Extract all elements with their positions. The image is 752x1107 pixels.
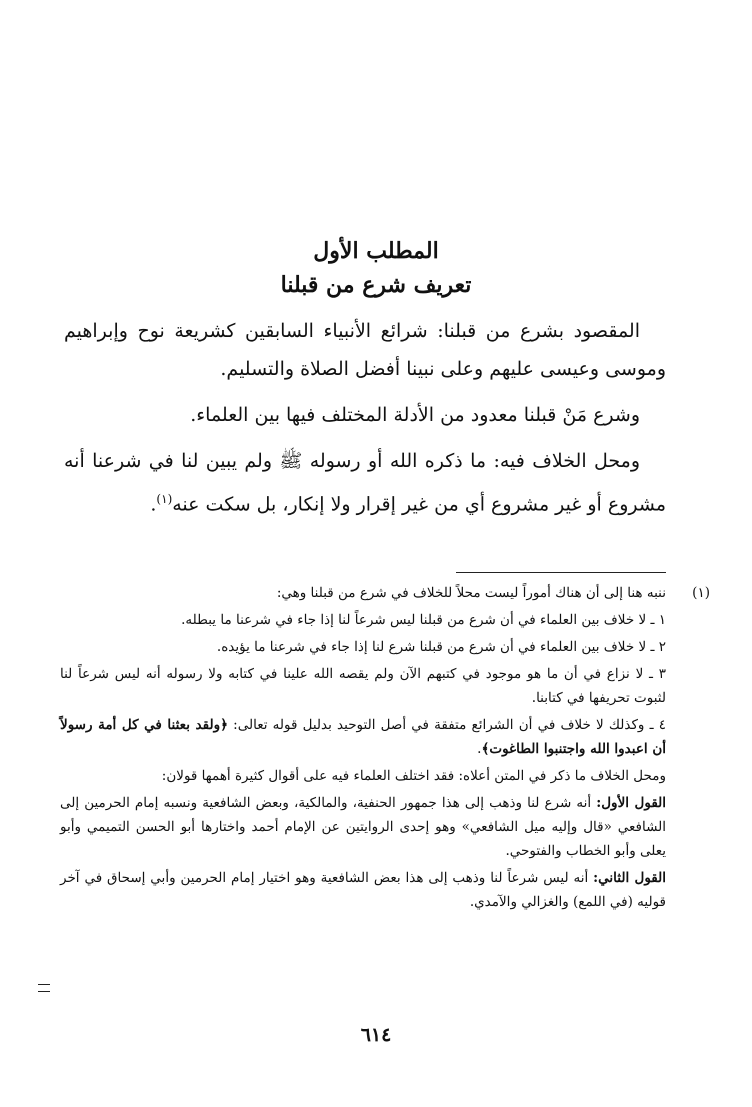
- footnote-opinion-1: [60, 791, 666, 863]
- footnote-item-3: ٣ ـ لا نزاع في أن ما هو موجود في كتبهم الآن ولم يقصه الله علينا في كتابه ولا رسوله أنه ليس شرعاً لنا لثبوت تحريفها في كتابنا.: [60, 666, 666, 706]
- page-number: ٦١٤: [360, 1024, 392, 1046]
- opinion-1-text: أنه شرع لنا وذهب إلى هذا جمهور الحنفية، والمالكية، وبعض الشافعية ونسبه إمام الحرمين إلى الشافعي «قال وإليه ميل الشافعي» وهو إحدى الروايتين عن الإمام أحمد واختارها أبو الحسن التميمي وأبو يعلى وأبو الخطاب والفتوحي.: [60, 795, 666, 859]
- section-title: تعريف شرع من قبلنا: [280, 272, 472, 298]
- footnote-intro-text: ننبه هنا إلى أن هناك أموراً ليست محلاً للخلاف في شرع من قبلنا وهي:: [276, 585, 666, 601]
- opinion-2-text: أنه ليس شرعاً لنا وذهب إلى هذا بعض الشافعية وهو اختيار إمام الحرمين وأبي إسحاق في آخر قوليه (في اللمع) والغزالي والآمدي.: [60, 870, 666, 910]
- footnote-item-4: [60, 713, 666, 761]
- footnote-opinion-2: [60, 866, 666, 914]
- footnote-item-4-end: .: [477, 741, 482, 757]
- main-text: [64, 312, 666, 523]
- footnote-item-2: ٢ ـ لا خلاف بين العلماء في أن شرع من قبلنا شرع لنا إذا جاء في شرعنا ما يؤيده.: [216, 639, 666, 655]
- continuation-mark: [38, 984, 50, 992]
- footnote-reference[interactable]: (١): [156, 492, 173, 506]
- paragraph-dispute: [64, 442, 666, 523]
- paragraph-status: وشرع مَنْ قبلنا معدود من الأدلة المختلف فيها بين العلماء.: [190, 404, 640, 426]
- footnote-dispute: ومحل الخلاف ما ذكر في المتن أعلاه: فقد اختلف العلماء فيه على أقوال كثيرة أهمها قولان:: [161, 768, 666, 784]
- footnote-divider: [456, 572, 666, 573]
- paragraph-dispute-end: .: [150, 493, 157, 516]
- paragraph-definition: المقصود بشرع من قبلنا: شرائع الأنبياء السابقين كشريعة نوح وإبراهيم وموسى وعيسى عليهم وعلى نبينا أفضل الصلاة والتسليم.: [64, 320, 666, 380]
- opinion-1-label: القول الأول:: [596, 795, 667, 811]
- footnote-number: (١): [692, 585, 710, 601]
- section-heading: المطلب الأول: [313, 238, 439, 264]
- quran-verse: ﴿ولقد بعثنا في كل أمة رسولاً أن اعبدوا الله واجتنبوا الطاغوت﴾: [60, 717, 666, 757]
- footnote-item-4-text: ٤ ـ وكذلك لا خلاف في أن الشرائع متفقة في أصل التوحيد بدليل قوله تعالى:: [228, 717, 666, 733]
- opinion-2-label: القول الثاني:: [593, 870, 666, 886]
- footnotes: [60, 581, 710, 917]
- footnote-intro: [60, 581, 710, 605]
- footnote-item-1: ١ ـ لا خلاف بين العلماء في أن شرع من قبلنا ليس شرعاً لنا إذا جاء في شرعنا ما يبطله.: [181, 612, 666, 628]
- paragraph-dispute-text: ومحل الخلاف فيه: ما ذكره الله أو رسوله ﷺ ولم يبين لنا في شرعنا أنه مشروع أو غير مشروع أي من غير إقرار ولا إنكار، بل سكت عنه: [64, 450, 666, 516]
